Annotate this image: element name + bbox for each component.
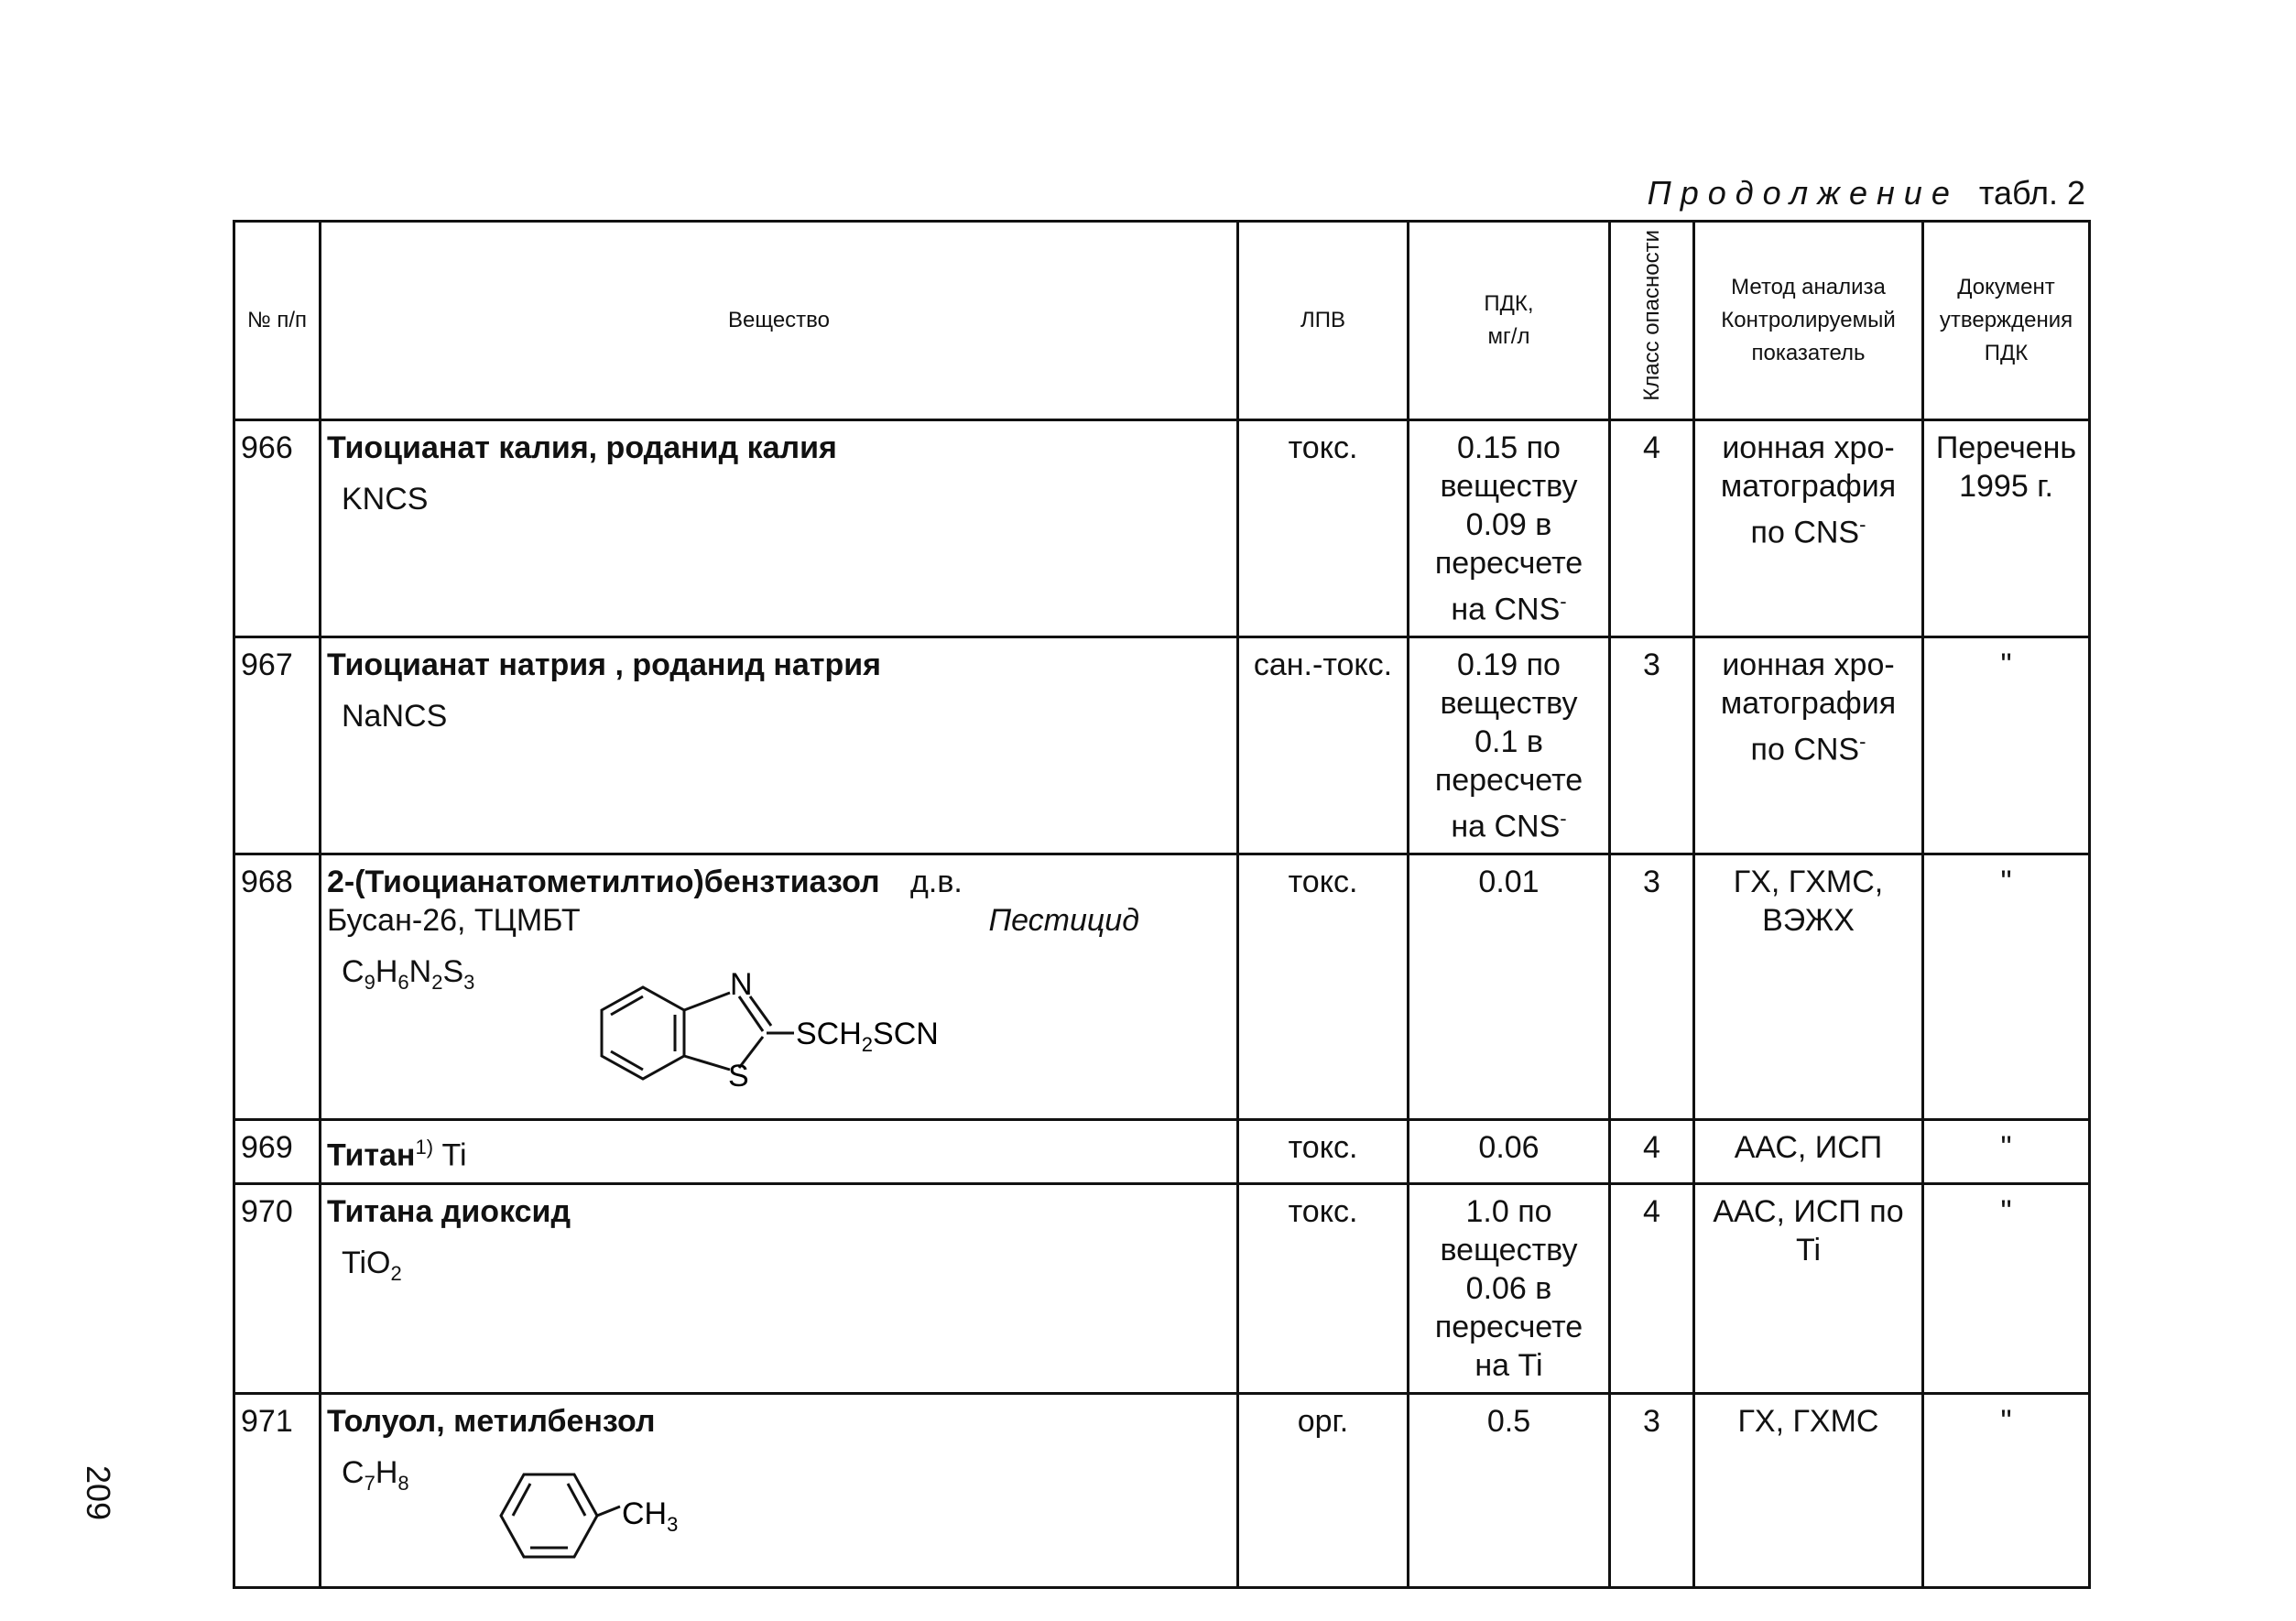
pdk-cell: 0.01 xyxy=(1409,854,1610,1120)
hazard-cell: 3 xyxy=(1610,637,1694,854)
header-method: Метод анализа Контролируемый показатель xyxy=(1694,222,1923,420)
lpv-cell: токс. xyxy=(1238,419,1409,636)
substance-category: Пестицид xyxy=(988,903,1139,939)
row-num: 969 xyxy=(234,1120,321,1183)
lpv-cell: токс. xyxy=(1238,1183,1409,1393)
structure-methyl: $CH_3$ xyxy=(622,1496,679,1537)
doc-cell: " xyxy=(1923,1120,2090,1183)
pdk-sup: - xyxy=(1560,807,1567,831)
substance-name: Титана диоксид xyxy=(327,1193,571,1229)
row-num: 971 xyxy=(234,1393,321,1587)
pdk-cell xyxy=(1409,419,1610,636)
pdk-value: 0.15 по веществу 0.09 в пересчете на CNS xyxy=(1434,430,1583,627)
doc-cell: " xyxy=(1923,1393,2090,1587)
pdk-cell: 0.06 xyxy=(1409,1120,1610,1183)
table-row xyxy=(234,637,2090,854)
header-doc: Документ утверждения ПДК xyxy=(1923,222,2090,420)
method-cell xyxy=(1694,419,1923,636)
method-cell xyxy=(1694,637,1923,854)
hazard-cell: 4 xyxy=(1610,1183,1694,1393)
lpv-cell: токс. xyxy=(1238,854,1409,1120)
caption-table-label: табл. 2 xyxy=(1978,174,2085,212)
lpv-cell: орг. xyxy=(1238,1393,1409,1587)
doc-cell: " xyxy=(1923,854,2090,1120)
row-num: 966 xyxy=(234,419,321,636)
header-hazard-label: Класс опасности xyxy=(1638,230,1664,401)
header-num: № п/п xyxy=(234,222,321,420)
method-sup: - xyxy=(1859,512,1866,536)
doc-cell: " xyxy=(1923,637,2090,854)
hazard-cell: 4 xyxy=(1610,1120,1694,1183)
substance-formula: Ti xyxy=(441,1137,467,1173)
active-substance-note: д.в. xyxy=(910,865,963,900)
table-row xyxy=(234,1393,2090,1587)
table-row xyxy=(234,854,2090,1120)
substance-cell xyxy=(321,1120,1238,1183)
page-number: 209 xyxy=(80,1465,117,1521)
header-hazard xyxy=(1610,222,1694,420)
hazard-cell: 3 xyxy=(1610,854,1694,1120)
substance-name: 2-(Тиоцианатометилтио)бензтиазол xyxy=(327,865,880,900)
pdk-table xyxy=(233,220,2091,1589)
substance-formula: $C_9H_6N_2S_3$ xyxy=(342,954,475,995)
header-pdk xyxy=(1409,222,1610,420)
method-value: ионная хро-матография по CNS xyxy=(1720,647,1897,767)
row-num: 970 xyxy=(234,1183,321,1393)
table-row xyxy=(234,1120,2090,1183)
substance-formula: NaNCS xyxy=(342,699,448,734)
pdk-cell: 0.5 xyxy=(1409,1393,1610,1587)
table-row xyxy=(234,419,2090,636)
substance-formula: TiO$_2$ xyxy=(342,1245,402,1285)
pdk-cell: 1.0 по веществу 0.06 в пересчете на Ti xyxy=(1409,1183,1610,1393)
header-lpv: ЛПВ xyxy=(1238,222,1409,420)
table-caption xyxy=(1648,174,2085,212)
substance-formula: KNCS xyxy=(342,481,429,517)
table-row xyxy=(234,1183,2090,1393)
substance-cell xyxy=(321,419,1238,636)
pdk-sup: - xyxy=(1560,589,1567,613)
lpv-cell: токс. xyxy=(1238,1120,1409,1183)
substance-synonyms: Бусан-26, ТЦМБТ xyxy=(327,903,581,939)
method-value: ионная хро-матография по CNS xyxy=(1720,430,1897,550)
header-pdk-label: ПДК, xyxy=(1484,290,1534,316)
benzothiazole-structure xyxy=(583,960,1060,1088)
row-num: 967 xyxy=(234,637,321,854)
method-sup: - xyxy=(1859,730,1866,754)
substance-name: Тиоцианат натрия , роданид натрия xyxy=(327,647,881,683)
structure-n-label: N xyxy=(730,967,753,1003)
lpv-cell: сан.-токс. xyxy=(1238,637,1409,854)
structure-s-label: S xyxy=(728,1059,749,1089)
caption-continuation: Продолжение xyxy=(1647,174,1959,212)
header-pdk-unit: мг/л xyxy=(1487,323,1530,349)
structure-substituent: $SCH_2SCN$ xyxy=(796,1017,939,1057)
hazard-cell: 4 xyxy=(1610,419,1694,636)
substance-cell xyxy=(321,854,1238,1120)
toluene-structure xyxy=(483,1456,757,1575)
doc-cell: Перечень 1995 г. xyxy=(1923,419,2090,636)
substance-formula: $C_7H_8$ xyxy=(342,1454,409,1495)
method-cell: ААС, ИСП xyxy=(1694,1120,1923,1183)
method-cell: ААС, ИСП по Ti xyxy=(1694,1183,1923,1393)
substance-cell xyxy=(321,1183,1238,1393)
substance-cell xyxy=(321,637,1238,854)
hazard-cell: 3 xyxy=(1610,1393,1694,1587)
method-cell: ГХ, ГХМС xyxy=(1694,1393,1923,1587)
footnote-mark: 1) xyxy=(415,1136,434,1159)
doc-cell: " xyxy=(1923,1183,2090,1393)
row-num: 968 xyxy=(234,854,321,1120)
substance-cell xyxy=(321,1393,1238,1587)
substance-name: Титан xyxy=(327,1137,416,1173)
substance-name: Тиоцианат калия, роданид калия xyxy=(327,430,837,465)
substance-name: Толуол, метилбензол xyxy=(327,1403,656,1439)
pdk-value: 0.19 по веществу 0.1 в пересчете на CNS xyxy=(1434,647,1583,844)
header-row xyxy=(234,222,2090,420)
method-cell: ГХ, ГХМС, ВЭЖХ xyxy=(1694,854,1923,1120)
pdk-cell xyxy=(1409,637,1610,854)
header-substance: Вещество xyxy=(321,222,1238,420)
